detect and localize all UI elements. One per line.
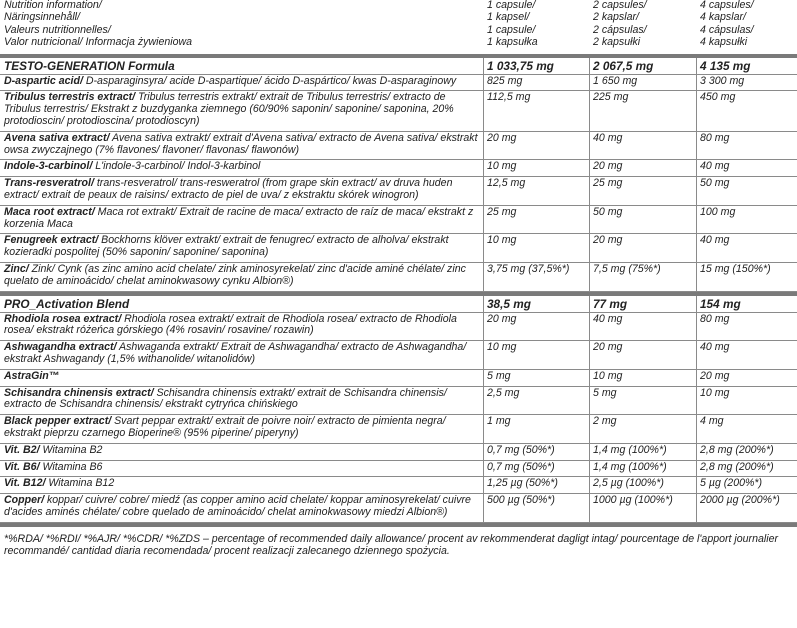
column-divider — [483, 91, 484, 130]
column-divider — [483, 234, 484, 262]
column-divider — [696, 313, 697, 341]
ingredient-name-detail: Maca rot extrakt/ Extrait de racine de maca/ extracto de raíz de maca/ ekstrakt z korzenia Maca — [4, 205, 474, 230]
section-total: 4 135 mg — [700, 58, 751, 73]
column-divider — [696, 234, 697, 262]
column-divider — [589, 234, 590, 262]
header-line: 2 capsules/ — [593, 0, 647, 11]
table-row — [0, 444, 797, 461]
amount-cell: 2,5 mg — [487, 386, 520, 399]
ingredient-name-bold: Vit. B2/ — [4, 443, 40, 456]
ingredient-name-bold: Ashwagandha extract/ — [4, 341, 117, 354]
column-divider — [589, 58, 590, 74]
column-divider — [696, 461, 697, 477]
column-divider — [589, 313, 590, 341]
ingredient-name-bold: Vit. B6/ — [4, 460, 40, 473]
ingredient-name-bold: Trans-resveratrol/ — [4, 177, 94, 190]
ingredient-name-bold: Vit. B12/ — [4, 477, 46, 490]
amount-cell: 0,7 mg (50%*) — [487, 443, 555, 456]
column-divider — [696, 177, 697, 205]
column-divider — [696, 160, 697, 176]
column-divider — [483, 477, 484, 493]
amount-cell: 5 mg — [593, 386, 617, 399]
amount-cell: 50 mg — [593, 205, 623, 218]
column-divider — [589, 160, 590, 176]
ingredient-name — [4, 495, 480, 519]
header-line: Nutrition information/ — [4, 0, 102, 11]
column-divider — [696, 58, 697, 74]
amount-cell: 1,25 µg (50%*) — [487, 477, 558, 490]
header-col-2-capsules — [593, 0, 647, 49]
ingredient-name-bold: Avena sativa extract/ — [4, 131, 110, 144]
column-divider — [589, 415, 590, 443]
table-row — [0, 313, 797, 342]
header-line: 2 kapsułki — [593, 36, 641, 49]
column-divider — [483, 206, 484, 234]
amount-cell: 3 300 mg — [700, 74, 745, 87]
footnote-text: *%RDA/ *%RDI/ *%AJR/ *%CDR/ *%ZDS – percentage of recommended daily allowance/ procent av rekommenderat dagligt intag/ pourcentage de l'apport journalier recommandé/ cantidad diaria recomendada/ procent realizacji zalecanego dziennego spożycia. — [4, 532, 778, 558]
ingredient-name — [4, 235, 480, 259]
amount-cell: 4 mg — [700, 415, 724, 428]
header-line: 2 cápsulas/ — [593, 23, 647, 36]
amount-cell: 50 mg — [700, 177, 730, 190]
table-row — [0, 461, 797, 478]
footnote — [0, 523, 797, 557]
table-row — [0, 75, 797, 92]
ingredient-name — [4, 478, 480, 490]
ingredient-name-bold: Copper/ — [4, 494, 45, 507]
column-divider — [483, 341, 484, 369]
ingredient-name — [4, 342, 480, 366]
amount-cell: 40 mg — [700, 341, 730, 354]
ingredient-name-detail: Witamina B2 — [39, 443, 103, 456]
header-line: 1 capsule/ — [487, 23, 536, 36]
column-divider — [696, 341, 697, 369]
amount-cell: 3,75 mg (37,5%*) — [487, 262, 570, 275]
ingredient-name — [4, 314, 480, 338]
amount-cell: 1,4 mg (100%*) — [593, 460, 667, 473]
column-divider — [483, 415, 484, 443]
header-col-4-capsules — [700, 0, 754, 49]
ingredient-name-bold: D-aspartic acid/ — [4, 74, 83, 87]
table-row — [0, 494, 797, 523]
section-total: 77 mg — [593, 296, 628, 311]
section-total: 2 067,5 mg — [593, 58, 654, 73]
ingredient-name-bold: Maca root extract/ — [4, 205, 95, 218]
ingredient-name — [4, 178, 480, 202]
column-divider — [483, 370, 484, 386]
column-divider — [483, 494, 484, 522]
table-row — [0, 477, 797, 494]
ingredient-name-detail: Tribulus terrestris extrakt/ extrait de Tribulus terrestris/ extracto de Tribulus terrestris/ Ekstrakt z buzdyganka ziemnego (60/90% saponin/ saponine/ saponina, 20% protodioscin/ protodioscina/ protodioscyn) — [4, 91, 454, 127]
amount-cell: 10 mg — [487, 160, 517, 173]
amount-cell: 112,5 mg — [487, 91, 531, 104]
amount-cell: 225 mg — [593, 91, 629, 104]
column-divider — [589, 75, 590, 91]
column-divider — [696, 494, 697, 522]
column-divider — [483, 313, 484, 341]
ingredient-name-detail: Bockhorns klöver extrakt/ extrait de fenugrec/ extracto de alholva/ ekstrakt kozieradki pospolitej (50% saponin/ saponine/ saponina) — [4, 234, 449, 259]
amount-cell: 20 mg — [487, 131, 517, 144]
amount-cell: 1 650 mg — [593, 74, 638, 87]
column-divider — [483, 160, 484, 176]
amount-cell: 5 mg — [487, 369, 511, 382]
ingredient-name — [4, 207, 480, 231]
header-line: Näringsinnehåll/ — [4, 11, 80, 24]
ingredient-name — [4, 388, 480, 412]
header-line: 1 kapsułka — [487, 36, 538, 49]
amount-cell: 40 mg — [700, 234, 730, 247]
ingredient-name-detail: Avena sativa extrakt/ extrait d'Avena sativa/ extracto de Avena sativa/ ekstrakt owsa zwyczajnego (7% flavones/ flavoner/ flavonas/ flawonów) — [4, 131, 478, 156]
ingredient-name — [4, 445, 480, 457]
amount-cell: 80 mg — [700, 312, 730, 325]
amount-cell: 10 mg — [487, 234, 517, 247]
amount-cell: 20 mg — [487, 312, 517, 325]
header-line: 4 kapslar/ — [700, 11, 746, 24]
amount-cell: 40 mg — [593, 312, 623, 325]
column-divider — [696, 370, 697, 386]
column-divider — [589, 444, 590, 460]
column-divider — [589, 341, 590, 369]
ingredient-name-detail: L'indole-3-carbinol/ Indol-3-karbinol — [92, 160, 261, 173]
header-line: 1 kapsel/ — [487, 11, 530, 24]
amount-cell: 500 µg (50%*) — [487, 494, 555, 507]
ingredient-name-bold: Zinc/ — [4, 262, 29, 275]
amount-cell: 5 µg (200%*) — [700, 477, 763, 490]
amount-cell: 20 mg — [593, 341, 623, 354]
table-row — [0, 387, 797, 416]
column-divider — [696, 444, 697, 460]
amount-cell: 1000 µg (100%*) — [593, 494, 673, 507]
amount-cell: 1,4 mg (100%*) — [593, 443, 667, 456]
table-row — [0, 132, 797, 161]
amount-cell: 40 mg — [593, 131, 623, 144]
table-row — [0, 160, 797, 177]
header-line: 4 cápsulas/ — [700, 23, 754, 36]
amount-cell: 20 mg — [593, 234, 623, 247]
column-divider — [696, 263, 697, 291]
table-row — [0, 370, 797, 387]
column-divider — [696, 132, 697, 160]
amount-cell: 15 mg (150%*) — [700, 262, 771, 275]
ingredient-name-bold: Black pepper extract/ — [4, 415, 112, 428]
amount-cell: 1 mg — [487, 415, 511, 428]
column-divider — [589, 177, 590, 205]
amount-cell: 100 mg — [700, 205, 736, 218]
column-divider — [696, 387, 697, 415]
table-header — [0, 0, 797, 54]
column-divider — [696, 206, 697, 234]
ingredient-name — [4, 416, 480, 440]
amount-cell: 450 mg — [700, 91, 736, 104]
amount-cell: 10 mg — [700, 386, 730, 399]
amount-cell: 0,7 mg (50%*) — [487, 460, 555, 473]
amount-cell: 10 mg — [487, 341, 517, 354]
ingredient-name-detail: trans-resveratrol/ trans-resweratrol (from grape skin extract/ av druva huden extract/ extrait de peaux de raisins/ extracto de piel de uva/ z ekstraktu skórek winogron) — [4, 177, 453, 201]
amount-cell: 20 mg — [593, 160, 623, 173]
column-divider — [589, 494, 590, 522]
column-divider — [483, 387, 484, 415]
column-divider — [483, 75, 484, 91]
ingredient-name — [4, 76, 480, 88]
ingredient-name-bold: AstraGin™ — [4, 369, 60, 382]
amount-cell: 825 mg — [487, 74, 523, 87]
column-divider — [483, 296, 484, 312]
ingredient-name-detail: Zink/ Cynk (as zinc amino acid chelate/ zink aminosyrekelat/ zinc d'acide aminé chélate/ zinc quelato de aminoácido/ chelat aminokwasowy cynku Albion®) — [4, 262, 466, 287]
header-col-1-capsule — [487, 0, 538, 49]
column-divider — [696, 296, 697, 312]
section-total: 154 mg — [700, 296, 741, 311]
amount-cell: 2 mg — [593, 415, 617, 428]
amount-cell: 2,5 µg (100%*) — [593, 477, 664, 490]
amount-cell: 2000 µg (200%*) — [700, 494, 780, 507]
amount-cell: 2,8 mg (200%*) — [700, 460, 774, 473]
ingredient-name-detail: Ashwaganda extrakt/ Extrait de Ashwagandha/ extracto de Ashwagandha/ ekstrakt Ashwagandy (1,5% withanolide/ witanolidów) — [4, 341, 467, 365]
ingredient-name — [4, 161, 480, 173]
amount-cell: 2,8 mg (200%*) — [700, 443, 774, 456]
ingredient-name — [4, 92, 480, 127]
header-line: 4 capsules/ — [700, 0, 754, 11]
section-header — [0, 54, 797, 75]
column-divider — [589, 206, 590, 234]
ingredient-name-detail: Rhodiola rosea extrakt/ extrait de Rhodiola rosea/ extracto de Rhodiola rosea/ ekstrakt różeńca górskiego (4% rosavin/ rosavine/ rozawin) — [4, 312, 457, 337]
ingredient-name-detail: Schisandra chinensis extrakt/ extrait de Schisandra chinensis/ extracto de Schisandra chinensis/ ekstrakt cytryńca chińskiego — [4, 386, 447, 411]
table-row — [0, 91, 797, 131]
table-row — [0, 263, 797, 292]
column-divider — [589, 387, 590, 415]
amount-cell: 80 mg — [700, 131, 730, 144]
ingredient-name-bold: Tribulus terrestris extract/ — [4, 91, 136, 104]
column-divider — [483, 58, 484, 74]
amount-cell: 20 mg — [700, 369, 730, 382]
table-row — [0, 234, 797, 263]
ingredient-name-detail: Witamina B12 — [45, 477, 115, 490]
column-divider — [483, 461, 484, 477]
ingredient-name-detail: Witamina B6 — [39, 460, 103, 473]
header-line: Valor nutricional/ Informacja żywieniowa — [4, 36, 193, 49]
section-title: PRO_Activation Blend — [4, 296, 130, 311]
section-title: TESTO-GENERATION Formula — [4, 58, 175, 73]
table-row — [0, 206, 797, 235]
ingredient-name-bold: Rhodiola rosea extract/ — [4, 312, 122, 325]
header-line: 1 capsule/ — [487, 0, 536, 11]
column-divider — [589, 132, 590, 160]
column-divider — [483, 177, 484, 205]
header-line: 2 kapslar/ — [593, 11, 639, 24]
column-divider — [589, 477, 590, 493]
table-row — [0, 177, 797, 206]
column-divider — [696, 415, 697, 443]
column-divider — [589, 263, 590, 291]
amount-cell: 10 mg — [593, 369, 623, 382]
header-line: 4 kapsułki — [700, 36, 748, 49]
ingredient-name-bold: Schisandra chinensis extract/ — [4, 386, 154, 399]
ingredient-name-bold: Fenugreek extract/ — [4, 234, 99, 247]
amount-cell: 7,5 mg (75%*) — [593, 262, 661, 275]
table-row — [0, 341, 797, 370]
column-divider — [696, 91, 697, 130]
column-divider — [589, 461, 590, 477]
column-divider — [483, 263, 484, 291]
ingredient-name-bold: Indole-3-carbinol/ — [4, 160, 93, 173]
ingredient-name-detail: D-asparaginsyra/ acide D-aspartique/ ácido D-aspártico/ kwas D-asparaginowy — [82, 74, 457, 87]
section-header — [0, 292, 797, 313]
amount-cell: 12,5 mg — [487, 177, 526, 190]
ingredient-name — [4, 371, 480, 383]
header-line: Valeurs nutritionnelles/ — [4, 23, 111, 36]
column-divider — [589, 296, 590, 312]
ingredient-name — [4, 133, 480, 157]
header-label — [4, 0, 480, 49]
ingredient-name-detail: koppar/ cuivre/ cobre/ miedź (as copper amino acid chelate/ koppar aminosyrekelat/ cuivre d'acides aminés chélate/ cobre quelado de aminoácido/ chelat aminokwasowy miedzi Albion®) — [4, 494, 471, 518]
column-divider — [696, 75, 697, 91]
column-divider — [696, 477, 697, 493]
ingredient-name-detail: Svart peppar extrakt/ extrait de poivre noir/ extracto de pimienta negra/ ekstrakt pieprzu czarnego Bioperine® (95% piperine/ piperyny) — [4, 415, 446, 439]
column-divider — [483, 132, 484, 160]
column-divider — [483, 444, 484, 460]
section-total: 1 033,75 mg — [487, 58, 554, 73]
section-total: 38,5 mg — [487, 296, 531, 311]
ingredient-name — [4, 462, 480, 474]
column-divider — [589, 370, 590, 386]
amount-cell: 25 mg — [593, 177, 623, 190]
amount-cell: 40 mg — [700, 160, 730, 173]
amount-cell: 25 mg — [487, 205, 517, 218]
table-row — [0, 415, 797, 444]
column-divider — [589, 91, 590, 130]
ingredient-name — [4, 264, 480, 288]
